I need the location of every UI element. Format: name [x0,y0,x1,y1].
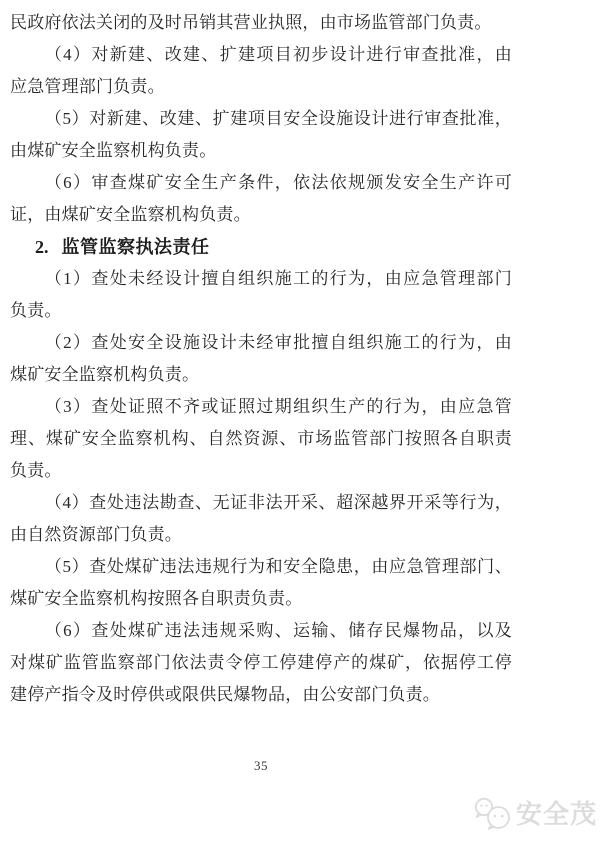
section-heading [10,231,512,263]
section-heading-number: 2. [35,237,49,257]
text-line: （5）对新建、改建、扩建项目安全设施设计进行审查批准， [44,109,512,128]
text-line: （1）查处未经设计擅自组织施工的行为，由应急管理部门 [44,269,512,288]
text-line: 由自然资源部门负责。 [10,525,182,544]
text-line: （6）查处煤矿违法违规采购、运输、储存民爆物品，以及 [44,621,512,640]
watermark-brand: 安全茂 [515,799,597,829]
wechat-bubbles-icon [473,796,513,832]
text-line: 建停产指令及时停供或限供民爆物品，由公安部门负责。 [10,685,440,704]
text-line: （3）查处证照不齐或证照过期组织生产的行为，由应急管 [44,397,512,416]
section-heading-title: 监管监察执法责任 [61,237,210,257]
text-line: 应急管理部门负责。 [10,77,165,96]
watermark [473,796,597,832]
text-line: （2）查处安全设施设计未经审批擅自组织施工的行为，由 [44,333,512,352]
text-line: 由煤矿安全监察机构负责。 [10,141,217,160]
text-line: 负责。 [10,461,62,480]
text-line: 理、煤矿安全监察机构、自然资源、市场监管部门按照各自职责 [10,429,512,448]
text-line: 负责。 [10,301,62,320]
text-line: 煤矿安全监察机构负责。 [10,365,200,384]
text-line: （6）审查煤矿安全生产条件，依法依规颁发安全生产许可 [44,173,512,192]
text-line: 对煤矿监管监察部门依法责令停工停建停产的煤矿，依据停工停 [10,653,512,672]
body-text [10,7,512,711]
text-line: （4）查处违法勘查、无证非法开采、超深越界开采等行为， [44,493,512,512]
text-line: （4）对新建、改建、扩建项目初步设计进行审查批准，由 [44,45,512,64]
text-line: 证，由煤矿安全监察机构负责。 [10,205,251,224]
page-number: 35 [254,758,268,773]
text-line: （5）查处煤矿违法违规行为和安全隐患，由应急管理部门、 [44,557,512,576]
text-line: 民政府依法关闭的及时吊销其营业执照，由市场监管部门负责。 [10,13,492,32]
text-line: 煤矿安全监察机构按照各自职责负责。 [10,589,303,608]
